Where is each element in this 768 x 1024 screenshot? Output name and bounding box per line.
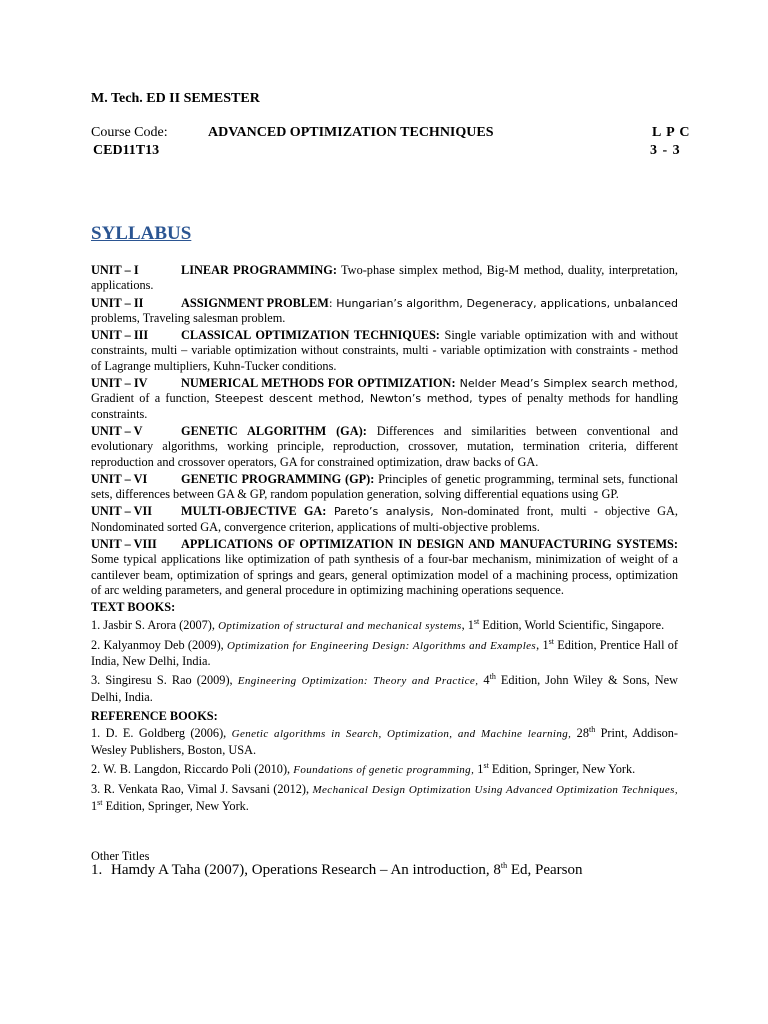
- course-title: ADVANCED OPTIMIZATION TECHNIQUES: [208, 125, 494, 140]
- unit-text: problems, Traveling salesman problem.: [91, 310, 286, 325]
- unit-title: GENETIC PROGRAMMING (GP):: [181, 471, 375, 486]
- unit-text: Pareto’s analysis, Non: [326, 505, 464, 519]
- unit-text: Steepest descent method, Newton’s method, typ: [214, 392, 497, 406]
- unit-text: Principles of genetic programming, terminal sets, functional sets, differences between GA & GP, random population generation, solving differential equations using GP.: [91, 471, 678, 502]
- unit-7: [91, 504, 678, 535]
- book-publisher: Edition, John Wiley & Sons, New Delhi, India.: [91, 673, 678, 704]
- syllabus-body: [91, 263, 678, 818]
- unit-text: -dominated front, multi - objective GA, Nondominated sorted GA, convergence criterion, applications of multi-objective problems.: [91, 504, 678, 534]
- book-authors: Hamdy A Taha (2007), Operations Research – An introduction, 8: [111, 862, 501, 878]
- book-publisher: Edition, Prentice Hall of India, New Delhi, India.: [91, 637, 679, 669]
- reference-book-1: [91, 726, 678, 758]
- reference-book-3: [91, 782, 678, 814]
- book-authors: 2. Kalyanmoy Deb (2009),: [91, 637, 228, 652]
- unit-text: Single variable optimization with and without constraints, multi – variable optimization without constraints, multi - variable optimization with constraints - method of Lagrange multipliers, Kuhn-Tucker conditions.: [91, 328, 678, 373]
- lpc-values: 3 - 3: [650, 143, 680, 158]
- ordinal-suffix: th: [500, 861, 508, 870]
- book-edition: 28: [571, 726, 589, 741]
- semester-heading: M. Tech. ED II SEMESTER: [91, 91, 260, 106]
- book-edition: 4: [478, 673, 490, 688]
- unit-title: ASSIGNMENT PROBLEM: [181, 295, 329, 310]
- unit-text: : Hungarian’s algorithm, Degeneracy, applications, unbalanced: [328, 296, 679, 310]
- book-title: Mechanical Design Optimization Using Advanced Optimization Techniques,: [312, 784, 678, 797]
- book-publisher: Edition, World Scientific, Singapore.: [479, 617, 665, 632]
- book-publisher: Edition, Springer, New York.: [488, 761, 636, 776]
- unit-title: GENETIC ALGORITHM (GA):: [181, 423, 367, 438]
- text-book-2: [91, 638, 678, 670]
- unit-title: APPLICATIONS OF OPTIMIZATION IN DESIGN AND MANUFACTURING SYSTEMS:: [181, 537, 678, 552]
- unit-number: UNIT – VIII: [91, 537, 157, 552]
- text-book-3: [91, 673, 678, 705]
- course-code: CED11T13: [93, 143, 160, 158]
- unit-text: Some typical applications like optimization of path synthesis of a four-bar mechanism, minimization of weight of a cantilever beam, optimization of springs and gears, general optimization model of a machining process, optimization of arc welding parameters, and general procedure in optimizing machining operations sequence.: [91, 552, 678, 597]
- book-authors: 1. D. E. Goldberg (2006),: [91, 726, 232, 741]
- book-title: Optimization for Engineering Design: Algorithms and Examples: [227, 639, 537, 652]
- unit-text: Nelder Mead’s Simplex search method,: [455, 377, 678, 391]
- unit-text: es of penalty methods for handling constraints.: [91, 391, 678, 421]
- unit-5: [91, 424, 678, 470]
- unit-title: LINEAR PROGRAMMING:: [181, 263, 337, 277]
- unit-number: UNIT – VI: [91, 471, 148, 486]
- book-publisher: Ed, Pearson: [507, 862, 583, 878]
- unit-number: UNIT – I: [91, 263, 139, 277]
- book-publisher: Print, Addison-Wesley Publishers, Boston, USA.: [91, 726, 679, 757]
- unit-number: UNIT – VII: [91, 504, 153, 519]
- list-number: 1.: [91, 862, 103, 878]
- book-edition: 1: [474, 761, 484, 776]
- unit-text: Two-phase simplex method, Big-M method, duality, interpretation, applications.: [91, 263, 678, 293]
- ordinal-suffix: th: [489, 672, 496, 682]
- text-book-1: [91, 618, 678, 634]
- ordinal-suffix: st: [483, 760, 489, 770]
- book-title: Optimization of structural and mechanical systems: [218, 619, 462, 632]
- unit-number: UNIT – III: [91, 328, 149, 343]
- unit-number: UNIT – II: [91, 295, 144, 310]
- book-authors: 2. W. B. Langdon, Riccardo Poli (2010),: [91, 761, 294, 776]
- unit-title: CLASSICAL OPTIMIZATION TECHNIQUES:: [181, 328, 440, 343]
- book-title: Genetic algorithms in Search, Optimization, and Machine learning,: [231, 728, 572, 741]
- book-edition: , 1: [461, 617, 474, 632]
- ordinal-suffix: st: [97, 797, 103, 807]
- book-authors: 3. Singiresu S. Rao (2009),: [91, 673, 238, 688]
- text-books-heading: TEXT BOOKS:: [91, 600, 176, 615]
- unit-title: NUMERICAL METHODS FOR OPTIMIZATION:: [181, 376, 456, 391]
- ordinal-suffix: st: [473, 616, 480, 626]
- other-title-1: [91, 862, 583, 879]
- ordinal-suffix: th: [588, 725, 596, 735]
- unit-number: UNIT – IV: [91, 376, 148, 391]
- unit-2: [91, 296, 678, 327]
- book-title: Engineering Optimization: Theory and Practice,: [237, 675, 479, 688]
- syllabus-heading: SYLLABUS: [91, 223, 192, 244]
- lpc-header: L P C: [652, 125, 691, 140]
- unit-text: Differences and similarities between conventional and evolutionary algorithms, working principle, reproduction, crossover, mutation, termination criteria, different reproduction and crossover operators, GA for constrained optimization, draw backs of GA.: [91, 423, 678, 469]
- book-title: Foundations of genetic programming,: [293, 763, 475, 776]
- book-publisher: Edition, Springer, New York.: [102, 798, 249, 813]
- unit-4: [91, 376, 678, 422]
- book-authors: 3. R. Venkata Rao, Vimal J. Savsani (2012),: [91, 782, 313, 797]
- course-code-label: Course Code:: [91, 125, 168, 140]
- unit-1: [91, 263, 678, 294]
- book-authors: 1. Jasbir S. Arora (2007),: [91, 617, 219, 632]
- unit-text: Gradient of a function,: [91, 391, 215, 406]
- reference-books-heading: REFERENCE BOOKS:: [91, 709, 218, 724]
- book-edition: , 1: [536, 637, 549, 652]
- unit-6: [91, 472, 678, 503]
- unit-number: UNIT – V: [91, 423, 143, 438]
- unit-3: [91, 328, 678, 374]
- reference-book-2: [91, 762, 678, 778]
- ordinal-suffix: st: [548, 636, 554, 646]
- other-titles-heading: Other Titles: [91, 849, 150, 863]
- unit-8: [91, 537, 678, 598]
- book-edition: 1: [91, 798, 98, 813]
- unit-title: MULTI-OBJECTIVE GA:: [181, 504, 327, 519]
